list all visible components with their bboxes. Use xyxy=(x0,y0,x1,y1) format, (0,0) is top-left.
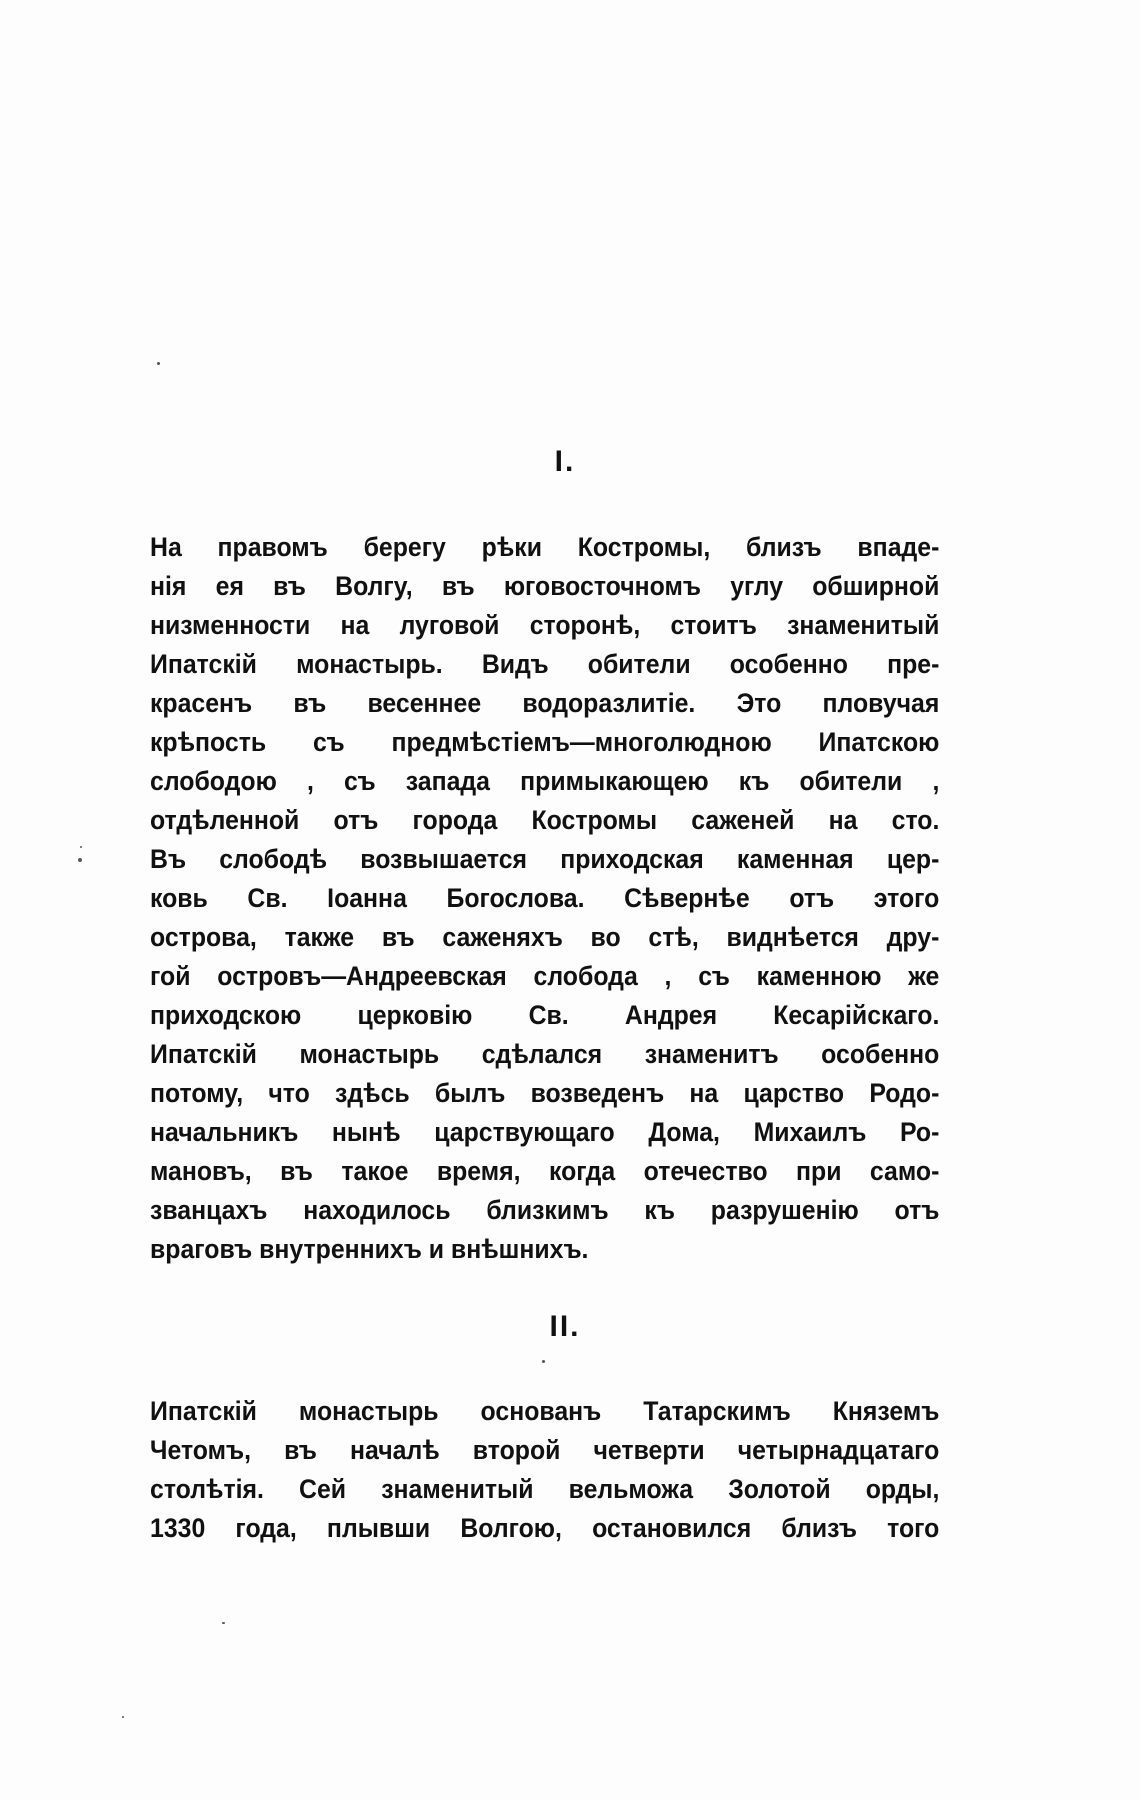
section-2-paragraph xyxy=(150,1392,940,1548)
text-line: Ипатскій монастырь. Видъ обители особенно пре- xyxy=(150,649,940,679)
text-line: Четомъ, въ началѣ второй четверти четырнадцатаго xyxy=(150,1435,940,1465)
section-1-paragraph xyxy=(150,528,940,1269)
text-line: Ипатскій монастырь сдѣлался знаменитъ особенно xyxy=(150,1039,940,1069)
scan-speck xyxy=(222,1622,225,1624)
text-line: нія ея въ Волгу, въ юговосточномъ углу обширной xyxy=(150,571,940,601)
text-line: На правомъ берегу рѣки Костромы, близъ впаде- xyxy=(150,532,940,562)
text-line: Ипатскій монастырь основанъ Татарскимъ Княземъ xyxy=(150,1396,940,1426)
text-line: мановъ, въ такое время, когда отечество при само- xyxy=(150,1156,940,1186)
scan-speck xyxy=(80,846,82,848)
text-line: 1330 года, плывши Волгою, остановился близъ того xyxy=(150,1513,940,1543)
scan-speck xyxy=(122,1716,124,1718)
text-line: острова, также въ саженяхъ во стѣ, виднѣется дру- xyxy=(150,922,940,952)
text-line: низменности на луговой сторонѣ, стоитъ знаменитый xyxy=(150,610,940,640)
scan-speck xyxy=(157,362,160,365)
text-line: столѣтія. Сей знаменитый вельможа Золотой орды, xyxy=(150,1474,940,1504)
section-number-1: I. xyxy=(554,445,576,478)
text-line: враговъ внутреннихъ и внѣшнихъ. xyxy=(150,1234,589,1264)
text-line: званцахъ находилось близкимъ къ разрушенію отъ xyxy=(150,1195,940,1225)
text-line: гой островъ—Андреевская слобода , съ каменною же xyxy=(150,961,940,991)
scan-speck xyxy=(78,858,82,862)
scan-speck xyxy=(542,1360,545,1363)
text-line: ковь Св. Іоанна Богослова. Сѣвернѣе отъ этого xyxy=(150,883,940,913)
text-line: красенъ въ весеннее водоразлитіе. Это пловучая xyxy=(150,688,940,718)
text-line: начальникъ нынѣ царствующаго Дома, Михаилъ Ро- xyxy=(150,1117,940,1147)
text-line: приходскою церковію Св. Андрея Кесарійскаго. xyxy=(150,1000,940,1030)
text-line: отдѣленной отъ города Костромы саженей на сто. xyxy=(150,805,940,835)
text-line: крѣпость съ предмѣстіемъ—многолюдною Ипатскою xyxy=(150,727,940,757)
text-line: потому, что здѣсь былъ возведенъ на царство Родо- xyxy=(150,1078,940,1108)
section-number-2: II. xyxy=(549,1310,581,1343)
text-line: Въ слободѣ возвышается приходская каменная цер- xyxy=(150,844,940,874)
text-line: слободою , съ запада примыкающею къ обители , xyxy=(150,766,940,796)
